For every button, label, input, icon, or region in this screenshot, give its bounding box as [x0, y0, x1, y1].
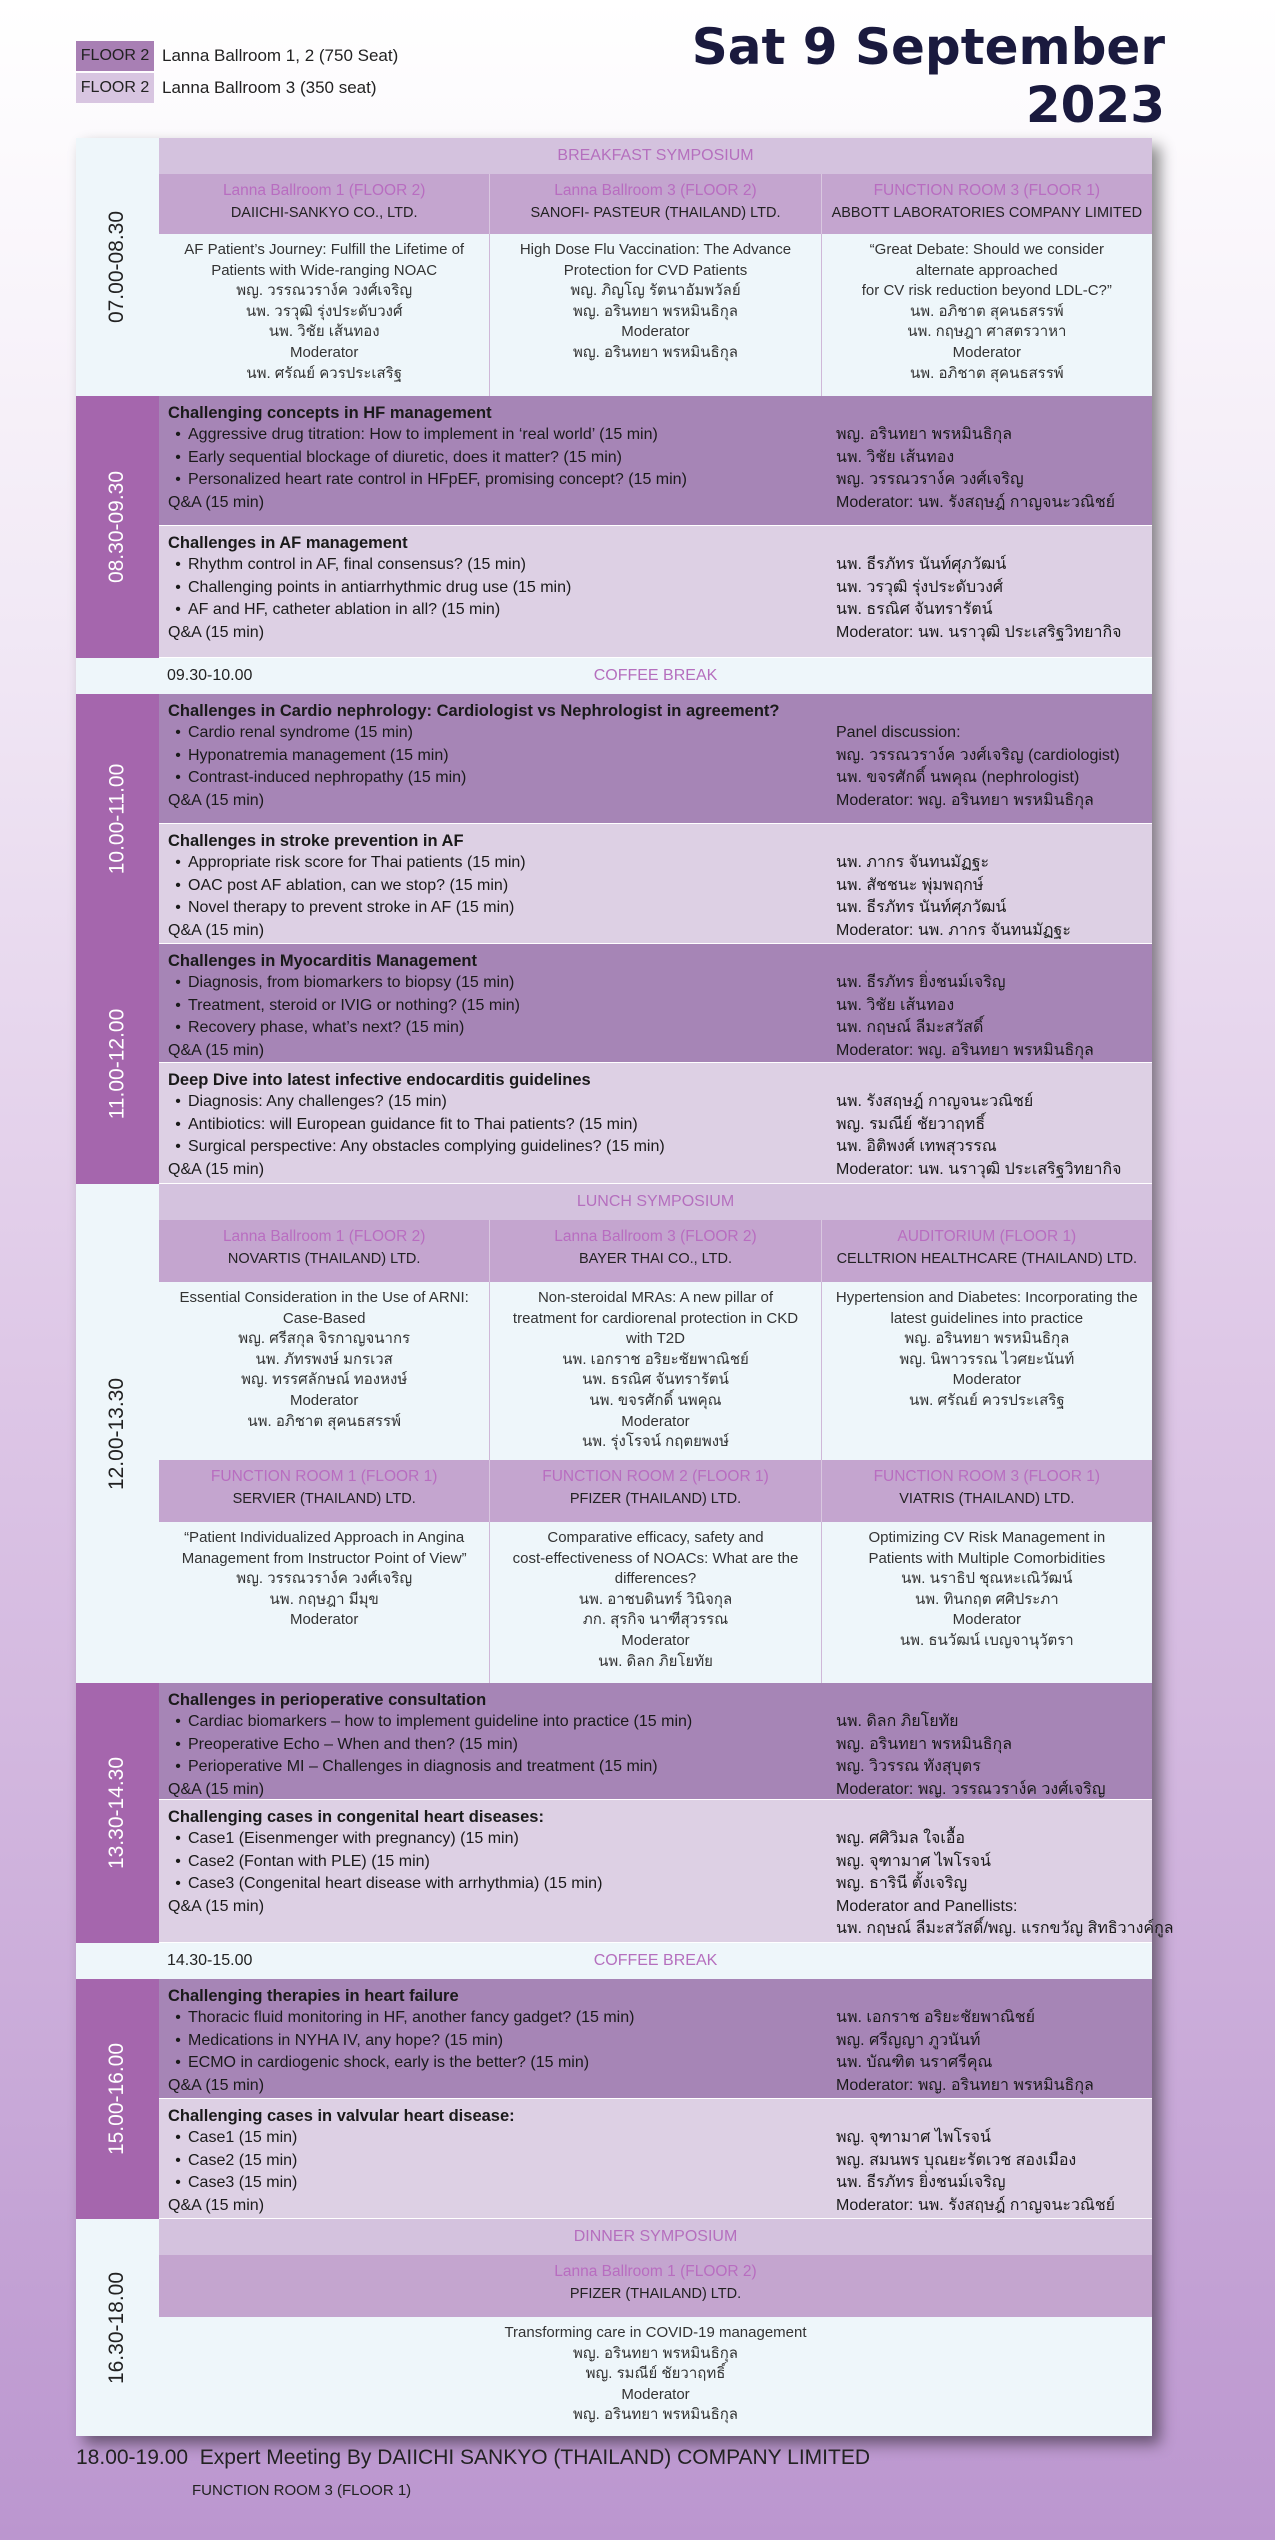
room-name: FUNCTION ROOM 1 (FLOOR 1)	[210, 1468, 438, 1485]
room-name: Lanna Ballroom 3 (FLOOR 2)	[554, 1228, 757, 1245]
session	[159, 1683, 1152, 1800]
session-speakers	[836, 554, 1146, 644]
desc-line: Case-Based	[282, 1309, 366, 1327]
room-name: FUNCTION ROOM 3 (FLOOR 1)	[873, 182, 1101, 199]
session-topics	[168, 1828, 808, 1918]
time-cell	[76, 2219, 159, 2436]
expert-room: FUNCTION ROOM 3 (FLOOR 1)	[192, 2482, 412, 2499]
topic-item: • Preoperative Echo – When and then? (15 min)	[168, 1734, 808, 1757]
desc-line: “Great Debate: Should we consider	[869, 241, 1104, 258]
speaker-line: นพ. ธรณิศ จันทรารัตน์	[836, 601, 993, 618]
block-1500	[76, 1979, 1152, 2219]
desc-line: พญ. ศรีสกุล จิรกาญจนากร	[238, 1330, 411, 1348]
session-topics	[168, 1091, 808, 1181]
qa-item: Q&A (15 min)	[168, 921, 265, 939]
topic-item: • Case3 (15 min)	[168, 2172, 808, 2195]
speaker-line: นพ. ธีรภัทร นันท์ศุภวัฒน์	[836, 899, 1007, 916]
speaker-line: Moderator and Panellists:	[836, 1897, 1018, 1915]
speaker-line: นพ. บัณฑิต นราศรีคุณ	[836, 2054, 993, 2071]
page-date-title: Sat 9 September 2023	[691, 18, 1165, 134]
desc-line: พญ. ทรรศลักษณ์ ทองหงษ์	[241, 1371, 408, 1389]
coffee-label: COFFEE BREAK	[593, 667, 718, 684]
desc-line: Non-steroidal MRAs: A new pillar of	[537, 1289, 774, 1306]
company-name: BAYER THAI CO., LTD.	[578, 1251, 733, 1267]
time-label: 07.00-08.30	[105, 210, 129, 324]
desc-line: นพ. ภัทรพงษ์ มกรเวส	[255, 1350, 393, 1368]
block-0830	[76, 396, 1152, 658]
speaker-line: พญ. ศศิวิมล ใจเอื้อ	[836, 1830, 966, 1847]
coffee-time: 14.30-15.00	[167, 1952, 253, 1969]
session-topics	[168, 1711, 808, 1801]
desc-line: นพ. อภิชาต สุคนธสรรพ์	[910, 302, 1064, 320]
desc-line: Management from Instructor Point of View”	[181, 1549, 467, 1567]
topic-item: • Perioperative MI – Challenges in diagnosis and treatment (15 min)	[168, 1756, 808, 1779]
session-title: Deep Dive into latest infective endocarditis guidelines	[168, 1071, 591, 1089]
desc-line: นพ. ขจรศักดิ์ นพคุณ	[589, 1391, 722, 1409]
session-title: Challenges in stroke prevention in AF	[168, 832, 464, 850]
session	[159, 526, 1152, 658]
symposium-desc	[822, 234, 1152, 396]
desc-line: นพ. กฤษฎา มีมุข	[269, 1590, 379, 1608]
desc-line: Moderator	[952, 343, 1021, 361]
legend-swatch-light: FLOOR 2	[76, 73, 154, 103]
session-topics	[168, 852, 808, 942]
time-label: 10.00-11.00	[105, 763, 129, 875]
desc-line: Essential Consideration in the Use of ARNI:	[179, 1289, 469, 1306]
speaker-line: พญ. ศรีญญา ภูวนันท์	[836, 2031, 981, 2049]
time-label: 15.00-16.00	[105, 2042, 129, 2156]
desc-line: พญ. อรินทยา พรหมินธิกุล	[573, 2344, 738, 2362]
room-name: FUNCTION ROOM 3 (FLOOR 1)	[873, 1468, 1101, 1485]
qa-item: Q&A (15 min)	[168, 2196, 265, 2214]
symposium-desc	[490, 1282, 821, 1460]
room-legend	[76, 40, 398, 104]
desc-line: Moderator	[289, 1391, 359, 1409]
topic-item: • Medications in NYHA IV, any hope? (15 min)	[168, 2030, 808, 2053]
session-speakers	[836, 852, 1146, 942]
speaker-line: Moderator: พญ. อรินทยา พรหมินธิกุล	[836, 1041, 1094, 1059]
desc-line: พญ. วรรณวราง์ค วงศ์เจริญ	[236, 1570, 413, 1588]
qa-item: Q&A (15 min)	[168, 1041, 265, 1059]
topic-item: • Case1 (15 min)	[168, 2127, 808, 2150]
speaker-line: Moderator: พญ. วรรณวราง์ค วงศ์เจริญ	[836, 1780, 1106, 1798]
topic-item: • Thoracic fluid monitoring in HF, another fancy gadget? (15 min)	[168, 2007, 808, 2030]
lunch-sponsor-row-2	[159, 1460, 1152, 1522]
time-cell	[76, 1683, 159, 1943]
coffee-break-row	[76, 1943, 1152, 1979]
desc-line: นพ. ทินกฤต ศศิประภา	[914, 1590, 1059, 1608]
lunch-block	[76, 1184, 1152, 1683]
session-topics	[168, 2007, 808, 2097]
company-name: SERVIER (THAILAND) LTD.	[232, 1491, 416, 1507]
room-name: AUDITORIUM (FLOOR 1)	[897, 1228, 1077, 1245]
desc-line: พญ. ภิญโญ รัตนาอัมพวัลย์	[570, 282, 741, 300]
legend-text: Lanna Ballroom 1, 2 (750 Seat)	[162, 46, 399, 65]
desc-line: Transforming care in COVID-19 management	[504, 2324, 807, 2341]
topic-item: • Case2 (Fontan with PLE) (15 min)	[168, 1851, 808, 1874]
breakfast-symposium-band: BREAKFAST SYMPOSIUM	[159, 138, 1152, 175]
desc-line: นพ. อภิชาต สุคนธสรรพ์	[910, 364, 1064, 382]
dinner-symposium-band: DINNER SYMPOSIUM	[159, 2219, 1152, 2256]
block-1000	[76, 694, 1152, 944]
desc-line: ภก. สุรกิจ นาฑีสุวรรณ	[582, 1611, 729, 1629]
qa-item: Q&A (15 min)	[168, 493, 265, 511]
symposium-desc	[490, 1522, 821, 1683]
speaker-line: พญ. วิวรรณ ทังสุบุตร	[836, 1758, 981, 1775]
qa-item: Q&A (15 min)	[168, 791, 265, 809]
speaker-line: นพ. รังสฤษฎ์ กาญจนะวณิชย์	[836, 1093, 1034, 1110]
topic-item: • Case2 (15 min)	[168, 2150, 808, 2173]
company-name: DAIICHI-SANKYO CO., LTD.	[230, 205, 418, 221]
session	[159, 1063, 1152, 1184]
topic-item: • Personalized heart rate control in HFpEF, promising concept? (15 min)	[168, 469, 808, 492]
desc-line: พญ. อรินทยา พรหมินธิกุล	[572, 302, 738, 320]
symposium-desc	[159, 1522, 490, 1683]
speaker-line: Panel discussion:	[836, 724, 961, 741]
qa-item: Q&A (15 min)	[168, 1897, 265, 1915]
room-name: FUNCTION ROOM 2 (FLOOR 1)	[542, 1468, 769, 1485]
qa-item: Q&A (15 min)	[168, 1160, 265, 1178]
symposium-desc	[490, 234, 821, 396]
desc-line: Moderator	[621, 2385, 690, 2403]
dinner-sponsor-row	[159, 2255, 1152, 2317]
desc-line: นพ. อาชบดินทร์ วินิจกุล	[578, 1590, 733, 1608]
desc-line: Comparative efficacy, safety and	[547, 1529, 764, 1546]
company-name: NOVARTIS (THAILAND) LTD.	[227, 1251, 421, 1267]
session-speakers	[836, 2127, 1146, 2217]
session-title: Challenges in perioperative consultation	[168, 1691, 487, 1709]
speaker-line: Moderator: นพ. ภากร จันทนมัฏฐะ	[836, 921, 1071, 939]
desc-line: Moderator	[621, 1412, 690, 1430]
speaker-line: นพ. วิชัย เส้นทอง	[836, 996, 955, 1014]
speaker-line: นพ. ดิลก ภิยโยทัย	[836, 1713, 959, 1730]
lunch-sponsor-row-1	[159, 1220, 1152, 1282]
session	[159, 2099, 1152, 2219]
desc-line: Hypertension and Diabetes: Incorporating the	[835, 1289, 1138, 1306]
desc-line: พญ. วรรณวราง์ค วงศ์เจริญ	[236, 282, 413, 300]
session-title: Challenging cases in valvular heart disease:	[168, 2107, 515, 2125]
expert-title: Expert Meeting By DAIICHI SANKYO (THAILAND) COMPANY LIMITED	[199, 2446, 870, 2469]
coffee-time: 09.30-10.00	[167, 667, 253, 684]
desc-line: latest guidelines into practice	[890, 1309, 1084, 1327]
desc-line: Moderator	[289, 343, 359, 361]
session-title: Challenging concepts in HF management	[168, 404, 492, 422]
room-name: Lanna Ballroom 1 (FLOOR 2)	[222, 182, 426, 199]
topic-item: • Appropriate risk score for Thai patients (15 min)	[168, 852, 808, 875]
company-name: SANOFI- PASTEUR (THAILAND) LTD.	[530, 205, 781, 221]
desc-line: นพ. กฤษฎา ศาสตรวาหา	[907, 323, 1067, 341]
session-speakers	[836, 424, 1146, 514]
topic-item: • Challenging points in antiarrhythmic drug use (15 min)	[168, 577, 808, 600]
speaker-line: นพ. สัชชนะ พุ่มพฤกษ์	[836, 876, 984, 894]
session-title: Challenges in Myocarditis Management	[168, 952, 477, 970]
speaker-line: Moderator: นพ. นราวุฒิ ประเสริฐวิทยากิจ	[836, 1160, 1122, 1178]
desc-line: Moderator	[621, 1631, 690, 1649]
topic-item: • Case3 (Congenital heart disease with arrhythmia) (15 min)	[168, 1873, 808, 1896]
dinner-block	[76, 2219, 1152, 2436]
desc-line: Patients with Wide-ranging NOAC	[211, 261, 438, 279]
time-label: 08.30-09.30	[105, 470, 129, 584]
desc-line: พญ. รมณีย์ ชัยวาฤทธิ์	[585, 2365, 726, 2383]
desc-line: differences?	[614, 1570, 697, 1588]
desc-line: นพ. เอกราช อริยะชัยพาณิชย์	[562, 1350, 749, 1368]
company-name: ABBOTT LABORATORIES COMPANY LIMITED	[831, 205, 1143, 221]
topic-item: • Rhythm control in AF, final consensus? (15 min)	[168, 554, 808, 577]
speaker-line: นพ. ธีรภัทร นันท์ศุภวัฒน์	[836, 556, 1007, 573]
time-cell	[76, 1184, 159, 1683]
desc-line: Moderator	[621, 323, 690, 341]
time-cell	[76, 138, 159, 396]
desc-line: นพ. รุ่งโรจน์ กฤตยพงษ์	[582, 1433, 729, 1451]
session-title: Challenging cases in congenital heart diseases:	[168, 1808, 544, 1826]
speaker-line: พญ. สมนพร บุณยะรัตเวช สองเมือง	[836, 2151, 1077, 2169]
speaker-line: นพ. วิชัย เส้นทอง	[836, 448, 955, 466]
breakfast-sponsor-row	[159, 174, 1152, 234]
topic-item: • ECMO in cardiogenic shock, early is the better? (15 min)	[168, 2052, 808, 2075]
speaker-line: นพ. ขจรศักดิ์ นพคุณ (nephrologist)	[836, 769, 1080, 786]
desc-line: Protection for CVD Patients	[563, 261, 748, 279]
session-topics	[168, 972, 808, 1062]
desc-line: นพ. อภิชาต สุคนธสรรพ์	[247, 1412, 401, 1430]
desc-line: นพ. ธรณิศ จันทรารัตน์	[582, 1371, 729, 1389]
symposium-desc	[159, 234, 490, 396]
topic-item: • Novel therapy to prevent stroke in AF (15 min)	[168, 897, 808, 920]
desc-line: นพ. ธนวัฒน์ เบญจานุวัตรา	[899, 1631, 1074, 1649]
schedule-table	[76, 138, 1174, 2436]
topic-item: • Antibiotics: will European guidance fit to Thai patients? (15 min)	[168, 1114, 808, 1137]
speaker-line: พญ. อรินทยา พรหมินธิกุล	[836, 426, 1012, 443]
time-label: 16.30-18.00	[105, 2271, 129, 2384]
session-title: Challenges in AF management	[168, 534, 408, 552]
block-1330	[76, 1683, 1174, 1943]
expert-time: 18.00-19.00	[76, 2446, 189, 2469]
speaker-line: นพ. วรวุฒิ รุ่งประดับวงศ์	[836, 578, 1004, 596]
desc-line: พญ. นิพาวรรณ ไวศยะนันท์	[899, 1350, 1075, 1368]
desc-line: for CV risk reduction beyond LDL-C?”	[861, 282, 1112, 300]
time-label: 11.00-12.00	[105, 1008, 129, 1120]
session-speakers	[836, 1711, 1146, 1801]
time-label: 12.00-13.30	[105, 1377, 129, 1490]
speaker-line: Moderator: พญ. อรินทยา พรหมินธิกุล	[836, 2076, 1094, 2094]
session-speakers	[836, 972, 1146, 1062]
topic-item: • Contrast-induced nephropathy (15 min)	[168, 767, 808, 790]
speaker-line: พญ. อรินทยา พรหมินธิกุล	[836, 1735, 1012, 1753]
dinner-desc-row	[159, 2317, 1152, 2436]
desc-line: นพ. นราธิป ชุณหะเณิวัฒน์	[901, 1570, 1073, 1588]
time-cell	[76, 944, 159, 1184]
speaker-line: พญ. รมณีย์ ชัยวาฤทธิ์	[836, 1115, 986, 1133]
session	[159, 944, 1152, 1063]
desc-line: AF Patient’s Journey: Fulfill the Lifetime of	[184, 241, 465, 258]
symposium-desc	[159, 2317, 1152, 2436]
symposium-desc	[822, 1282, 1152, 1460]
block-1100	[76, 944, 1152, 1184]
desc-line: พญ. อรินทยา พรหมินธิกุล	[904, 1330, 1070, 1348]
desc-line: นพ. วิชัย เส้นทอง	[268, 323, 380, 341]
desc-line: Moderator	[952, 1371, 1021, 1389]
desc-line: นพ. ศรัณย์ ควรประเสริฐ	[908, 1391, 1065, 1409]
symposium-desc	[159, 1282, 490, 1460]
session-topics	[168, 722, 808, 812]
room-name: Lanna Ballroom 1 (FLOOR 2)	[222, 1228, 426, 1245]
desc-line: with T2D	[626, 1330, 685, 1348]
coffee-label: COFFEE BREAK	[593, 1952, 718, 1969]
breakfast-block	[76, 138, 1152, 396]
symposium-desc	[822, 1522, 1152, 1683]
speaker-line: พญ. จุฑามาศ ไพโรจน์	[836, 1852, 991, 1870]
speaker-line: นพ. ธีรภัทร ยิ่งชนม์เจริญ	[836, 2174, 1006, 2191]
desc-line: พญ. อรินทยา พรหมินธิกุล	[572, 343, 738, 361]
desc-line: Moderator	[289, 1611, 359, 1629]
company-name: PFIZER (THAILAND) LTD.	[569, 1491, 742, 1507]
session-title: Challenges in Cardio nephrology: Cardiologist vs Nephrologist in agreement?	[168, 702, 780, 720]
desc-line: Moderator	[952, 1611, 1021, 1629]
room-name: Lanna Ballroom 3 (FLOOR 2)	[554, 182, 757, 199]
topic-item: • Surgical perspective: Any obstacles complying guidelines? (15 min)	[168, 1136, 808, 1159]
lunch-desc-row-2	[159, 1522, 1152, 1683]
desc-line: alternate approached	[915, 261, 1058, 279]
topic-item: • Diagnosis: Any challenges? (15 min)	[168, 1091, 808, 1114]
desc-line: High Dose Flu Vaccination: The Advance	[519, 241, 792, 258]
speaker-line: นพ. กฤษณ์ ลีมะสวัสดิ์	[836, 1019, 984, 1036]
coffee-break-row	[76, 658, 1152, 694]
topic-item: • Cardio renal syndrome (15 min)	[168, 722, 808, 745]
speaker-line: Moderator: พญ. อรินทยา พรหมินธิกุล	[836, 791, 1094, 809]
session	[159, 1979, 1152, 2099]
topic-item: • AF and HF, catheter ablation in all? (15 min)	[168, 599, 808, 622]
session-topics	[168, 554, 808, 644]
expert-meeting	[76, 2446, 870, 2470]
desc-line: treatment for cardiorenal protection in CKD	[512, 1309, 799, 1327]
time-cell	[76, 396, 159, 658]
legend-row-ballroom-1-2	[76, 40, 398, 72]
speaker-line: Moderator: นพ. รังสฤษฎ์ กาญจนะวณิชย์	[836, 2196, 1116, 2214]
session-speakers	[836, 722, 1146, 812]
speaker-line: นพ. ภากร จันทนมัฏฐะ	[836, 854, 990, 871]
room-name: Lanna Ballroom 1 (FLOOR 2)	[554, 2263, 757, 2280]
desc-line: พญ. อรินทยา พรหมินธิกุล	[573, 2406, 738, 2424]
session-speakers	[836, 2007, 1146, 2097]
desc-line: นพ. ดิลก ภิยโยทัย	[598, 1652, 713, 1670]
desc-line: Patients with Multiple Comorbidities	[868, 1549, 1106, 1567]
topic-item: • Recovery phase, what’s next? (15 min)	[168, 1017, 808, 1040]
qa-item: Q&A (15 min)	[168, 2076, 265, 2094]
time-cell	[76, 1979, 159, 2219]
qa-item: Q&A (15 min)	[168, 1780, 265, 1798]
speaker-line: นพ. กฤษณ์ ลีมะสวัสดิ์/พญ. แรกขวัญ สิทธิวางค์กูล	[836, 1920, 1174, 1937]
session-title: Challenging therapies in heart failure	[168, 1987, 459, 2005]
company-name: PFIZER (THAILAND) LTD.	[569, 2286, 742, 2302]
time-cell	[76, 694, 159, 944]
topic-item: • Treatment, steroid or IVIG or nothing? (15 min)	[168, 995, 808, 1018]
legend-row-ballroom-3	[76, 72, 398, 104]
session	[159, 694, 1152, 824]
session	[159, 396, 1152, 526]
speaker-line: พญ. วรรณวราง์ค วงศ์เจริญ	[836, 471, 1024, 488]
desc-line: “Patient Individualized Approach in Angina	[184, 1529, 465, 1546]
desc-line: นพ. วรวุฒิ รุ่งประดับวงศ์	[245, 302, 403, 320]
session	[159, 824, 1152, 944]
topic-item: • OAC post AF ablation, can we stop? (15 min)	[168, 875, 808, 898]
lunch-desc-row-1	[159, 1282, 1152, 1460]
company-name: VIATRIS (THAILAND) LTD.	[899, 1491, 1075, 1507]
legend-swatch-dark: FLOOR 2	[76, 41, 154, 71]
desc-line: นพ. ศรัณย์ ควรประเสริฐ	[246, 364, 403, 382]
speaker-line: Moderator: นพ. นราวุฒิ ประเสริฐวิทยากิจ	[836, 623, 1122, 641]
topic-item: • Early sequential blockage of diuretic, does it matter? (15 min)	[168, 447, 808, 470]
desc-line: cost-effectiveness of NOACs: What are the	[512, 1549, 799, 1567]
session-topics	[168, 2127, 808, 2217]
session-topics	[168, 424, 808, 514]
speaker-line: นพ. เอกราช อริยะชัยพาณิชย์	[836, 2009, 1036, 2026]
breakfast-desc-row	[159, 234, 1152, 396]
desc-line: Optimizing CV Risk Management in	[868, 1529, 1106, 1546]
qa-item: Q&A (15 min)	[168, 623, 265, 641]
topic-item: • Diagnosis, from biomarkers to biopsy (15 min)	[168, 972, 808, 995]
speaker-line: Moderator: นพ. รังสฤษฎ์ กาญจนะวณิชย์	[836, 493, 1116, 511]
topic-item: • Aggressive drug titration: How to implement in ‘real world’ (15 min)	[168, 424, 808, 447]
company-name: CELLTRION HEALTHCARE (THAILAND) LTD.	[836, 1251, 1138, 1267]
topic-item: • Hyponatremia management (15 min)	[168, 745, 808, 768]
speaker-line: นพ. ธีรภัทร ยิ่งชนม์เจริญ	[836, 974, 1006, 991]
topic-item: • Cardiac biomarkers – how to implement guideline into practice (15 min)	[168, 1711, 808, 1734]
speaker-line: นพ. อิติพงศ์ เทพสุวรรณ	[836, 1138, 997, 1155]
speaker-line: พญ. ธารินี ตั้งเจริญ	[836, 1875, 968, 1892]
speaker-line: พญ. จุฑามาศ ไพโรจน์	[836, 2129, 991, 2146]
legend-text: Lanna Ballroom 3 (350 seat)	[162, 78, 377, 97]
session	[159, 1800, 1174, 1943]
time-label: 13.30-14.30	[105, 1756, 129, 1870]
speaker-line: พญ. วรรณวราง์ค วงศ์เจริญ (cardiologist)	[836, 746, 1120, 764]
session-speakers	[836, 1828, 1174, 1941]
topic-item: • Case1 (Eisenmenger with pregnancy) (15 min)	[168, 1828, 808, 1851]
session-speakers	[836, 1091, 1146, 1181]
lunch-symposium-band: LUNCH SYMPOSIUM	[159, 1184, 1152, 1221]
